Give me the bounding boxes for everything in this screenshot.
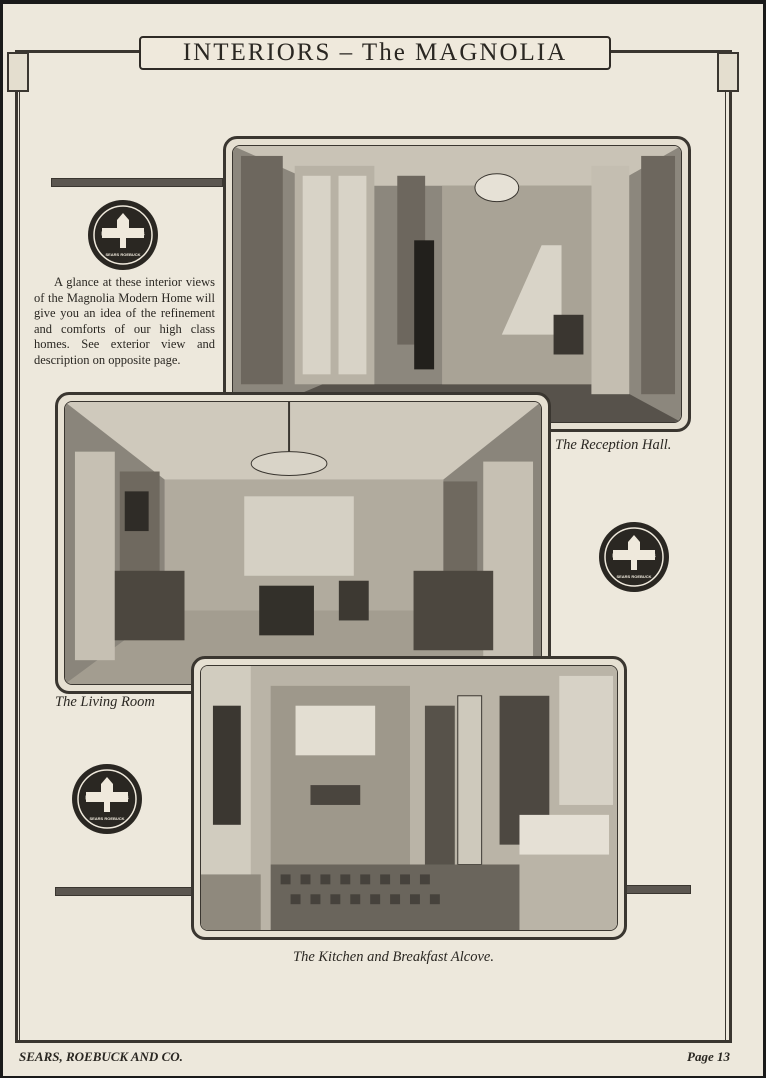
living-room-photo <box>55 392 551 694</box>
svg-text:MODERN HOMES: MODERN HOMES <box>85 795 129 802</box>
kitchen-photo <box>191 656 627 940</box>
frame-line <box>15 1040 732 1043</box>
frame-line <box>725 64 726 1042</box>
frame-line <box>19 64 20 1042</box>
decorative-bar <box>623 885 691 894</box>
honor-bilt-seal-icon <box>597 520 671 594</box>
svg-text:SEARS ROEBUCK: SEARS ROEBUCK <box>616 574 652 579</box>
frame-line <box>15 50 140 53</box>
page-title-banner <box>139 36 611 70</box>
catalog-page <box>3 4 763 1076</box>
frame-corner-ornament <box>717 52 739 92</box>
svg-text:SEARS ROEBUCK: SEARS ROEBUCK <box>105 252 141 257</box>
decorative-bar <box>55 887 195 896</box>
caption-kitchen: The Kitchen and Breakfast Alcove. <box>293 949 494 965</box>
frame-line <box>729 52 732 1042</box>
honor-bilt-seal-icon <box>70 762 144 836</box>
footer-page-number: Page 13 <box>687 1049 730 1064</box>
caption-reception-hall: The Reception Hall. <box>555 437 672 453</box>
svg-text:MODERN HOMES: MODERN HOMES <box>101 231 145 238</box>
caption-living-room: The Living Room <box>55 694 155 710</box>
svg-text:MODERN HOMES: MODERN HOMES <box>612 553 656 560</box>
intro-paragraph: A glance at these interior views of the Magnolia Modern Home will give you an idea of the refinement and comforts of our high class homes. See exterior view and description on opposite page. <box>34 275 215 367</box>
decorative-bar <box>51 178 223 187</box>
footer-publisher: SEARS, ROEBUCK AND CO. <box>19 1049 183 1064</box>
reception-hall-photo <box>223 136 691 432</box>
honor-bilt-seal-icon <box>86 198 160 272</box>
frame-corner-ornament <box>7 52 29 92</box>
frame-line <box>610 50 732 53</box>
page-title: INTERIORS – The MAGNOLIA <box>182 39 568 66</box>
svg-text:SEARS ROEBUCK: SEARS ROEBUCK <box>89 816 125 821</box>
frame-line <box>15 52 18 1042</box>
